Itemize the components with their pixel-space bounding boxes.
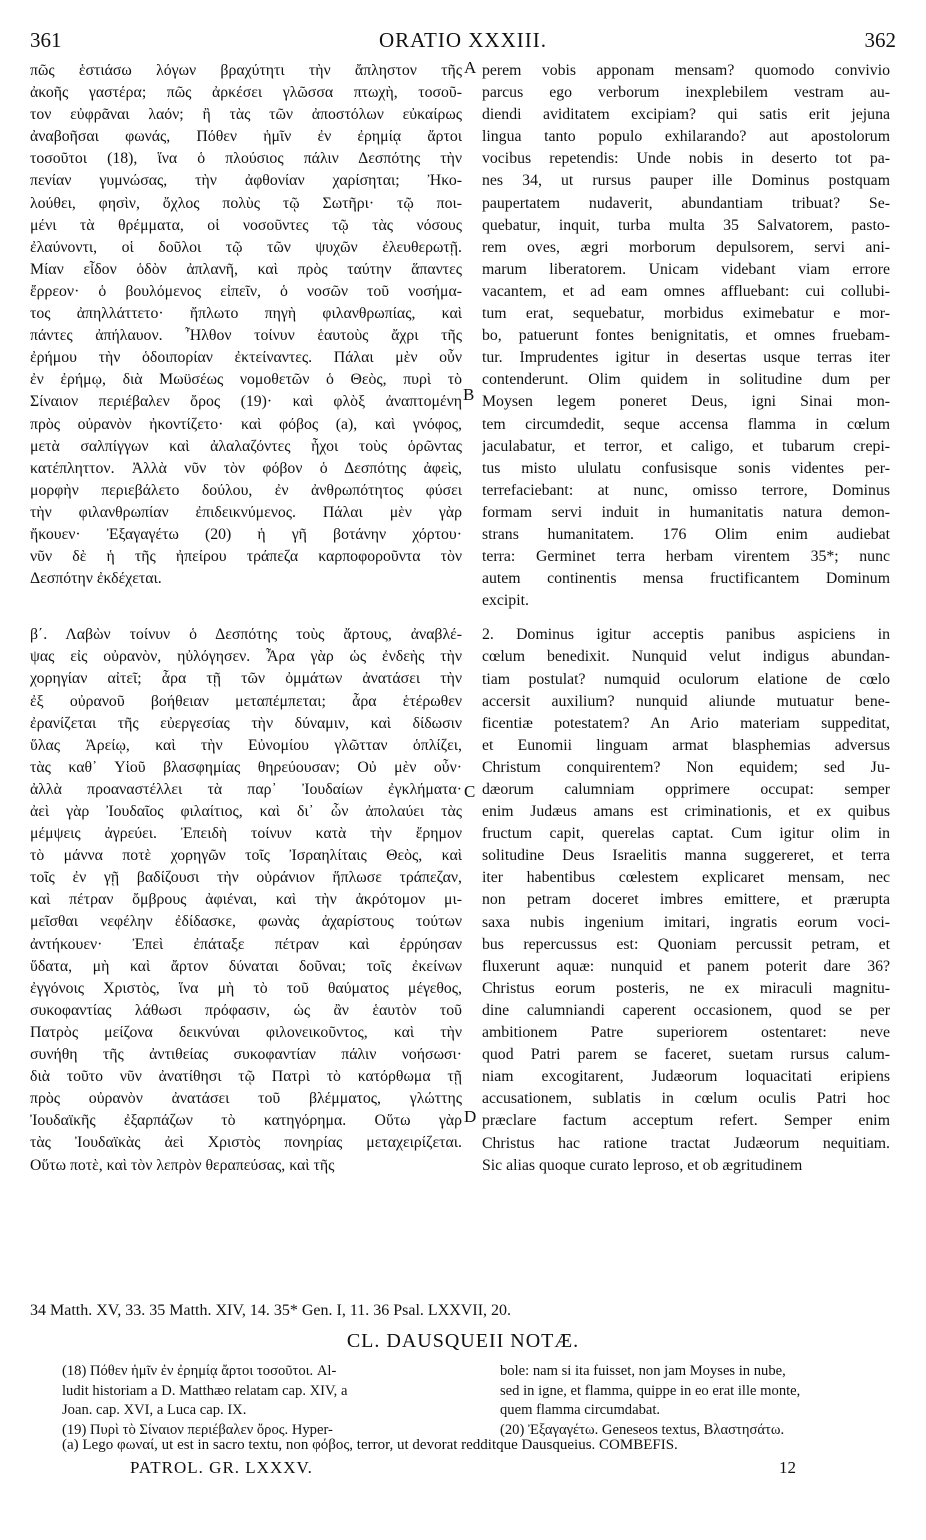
text-line: Christus eorum posteris, ne ex miraculi magnitu-: [482, 979, 890, 997]
text-line: præclare factum acceptum refert. Semper enim: [482, 1112, 890, 1130]
text-line: 2. Dominus igitur acceptis panibus aspiciens in: [482, 626, 890, 644]
text-line: μέμψεις ἀγρεύει. Ἐπειδὴ τοίνυν κατὰ τὴν ἔρημον: [30, 825, 462, 843]
page-number-left: 361: [30, 28, 62, 52]
text-line: et Eunomii linguam armat blasphemias adversus: [482, 736, 890, 754]
text-line: συκοφαντίας λάθωσι πρόφασιν, ὡς ἂν ἑαυτὸν τοῦ: [30, 1001, 462, 1019]
text-line: μορφὴν περιεβάλετο δούλου, ἐν ἀνθρωπότητος φύσει: [30, 481, 462, 499]
text-line: strans humanitatem. 176 Olim enim audiebat: [482, 525, 890, 543]
margin-letter-b: B: [463, 385, 475, 404]
text-line: ἐλαύνοντι, οἱ δοῦλοι τῷ τῶν ψυχῶν ἐλευθερωτῇ.: [30, 238, 462, 256]
text-line: ἀεὶ γὰρ Ἰουδαῖος φιλαίτιος, καὶ δι᾽ ὧν ἀπολαύει τὰς: [30, 803, 462, 820]
text-line: terra: Germinet terra herbam virentem 35*; nunc: [482, 548, 890, 566]
text-line: parcus ego verborum inexplebilem vestram au-: [482, 84, 890, 102]
text-line: excipit.: [482, 592, 529, 610]
greek-column: [30, 60, 462, 1177]
text-line: ficentiæ potestatem? An Ario materiam suppeditat,: [482, 714, 890, 732]
text-line: Moysen legem poneret Deus, igni Sinai mon-: [482, 393, 890, 411]
scripture-references: 34 Matth. XV, 33. 35 Matth. XIV, 14. 35* Gen. I, 11. 36 Psal. LXXVII, 20.: [30, 1302, 512, 1319]
text-line: ὕδατα, μὴ καὶ ἄρτον δύναται δοῦναι; τοῖς ἐκείνων: [30, 957, 462, 975]
notes-title: CL. DAUSQUEII NOTÆ.: [346, 1330, 580, 1352]
text-line: Δεσπότην ἐκδέχεται.: [30, 570, 162, 588]
text-line: β΄. Λαβὼν τοίνυν ὁ Δεσπότης τοὺς ἄρτους, ἀναβλέ-: [30, 626, 462, 644]
text-line: tum erat, sequebatur, morbidus eximebatur e mor-: [482, 305, 890, 323]
note-line: quem flamma circumdabat.: [500, 1402, 661, 1418]
text-line: λούθει, φησὶν, ὄχλος πολὺς τῷ Σωτῆρι· τῷ ποι-: [30, 194, 462, 212]
text-line: ἤκουεν· Ἐξαγαγέτω (20) ἡ γῆ βοτάνην χόρτου·: [30, 525, 462, 543]
text-line: διὰ τοῦτο νῦν ἀνατίθησι τῷ Πατρὶ τὸ κατόρθωμα τῇ: [30, 1068, 462, 1086]
text-line: τος ἀπηλλάττετο· ἤπλωτο πηγὴ φιλανθρωπίας, καὶ: [30, 305, 462, 323]
text-line: κατέπληττον. Ἀλλὰ νῦν τὸν φόβον ὁ Δεσπότης ἀφεὶς,: [30, 459, 462, 477]
text-line: cœlum benedixit. Nunquid velut indigus abundan-: [482, 648, 890, 666]
notes-left-column: [62, 1362, 457, 1440]
text-line: jaculabatur, et terror, et caligo, et tubarum crepi-: [482, 437, 890, 455]
text-line: χορηγίαν αἰτεῖ; ἆρα τῇ τῶν ὀμμάτων ἀνατάσει τὴν: [30, 670, 462, 688]
text-line: ἐρήμου τὴν ὁδοιπορίαν ἐκτείναντες. Πάλαι μὲν οὖν: [30, 349, 462, 367]
editor-note: (a) Lego φωναί, ut est in sacro textu, non φόβος, terror, ut devorat redditque Dausqueius. COMBEFIS.: [62, 1437, 678, 1453]
text-line: accersit auxilium? nunquid aliunde mutuatur bene-: [482, 692, 890, 710]
text-line: ἀκοῆς γαστέρα; πῶς ἀρκέσει γλῶσσα πτωχὴ, τοσοῦ-: [30, 84, 462, 102]
text-line: contenderunt. Olim quidem in solitudine dum per: [482, 371, 890, 389]
text-line: τοσοῦτοι (18), ἵνα ὁ πλούσιος πάλιν Δεσπότης τὴν: [30, 150, 462, 168]
text-line: quod Patri parem se faceret, suetam rursus calum-: [482, 1046, 890, 1064]
text-line: μεῖσθαι νεφέλην ἐδίδασκε, φωνὰς ἀχαρίστους τούτων: [30, 913, 462, 931]
text-line: accusationem, sublatis in cœlum oculis Patri hoc: [482, 1090, 890, 1108]
note-line: (20) Ἐξαγαγέτω. Geneseos textus, Βλαστησάτω.: [500, 1421, 785, 1438]
text-line: ἐγγόνοις Χριστὸς, ἵνα μὴ τὸ τοῦ θαύματος μέγεθος,: [30, 979, 462, 997]
text-line: vocibus repetendis: Unde nobis in deserto tot pa-: [482, 150, 890, 168]
text-line: tiam postulat? numquid oculorum elatione de cœlo: [482, 670, 890, 688]
text-line: iter habentibus cœlestem explicaret mensam, nec: [482, 869, 890, 887]
text-line: diendi aviditatem excipiam? qui satis erit jejuna: [482, 106, 890, 124]
text-line: πρὸς οὐρανὸν ἀνατάσει τοῦ βλέμματος, γλώττης: [30, 1090, 462, 1108]
text-line: paupertatem nudaverit, abundantiam tribuat? Se-: [482, 194, 890, 212]
text-line: τὰς Ἰουδαϊκὰς ἀεὶ Χριστὸς πονηρίας μεταχειρίζεται.: [30, 1134, 462, 1152]
note-line: ludit historiam a D. Matthæo relatam cap. XIV, a: [62, 1382, 348, 1399]
text-line: πῶς ἑστιάσω λόγων βραχύτητι τὴν ἄπληστον τῆς: [30, 62, 462, 79]
text-line: bo, patuerunt fontes benignitatis, et omnes fruebam-: [482, 327, 890, 345]
text-line: τὸ μάννα ποτὲ χορηγῶν τοῖς Ἰσραηλίταις Θεὸς, καὶ: [30, 847, 462, 865]
text-line: tem circumdedit, seque accensa flamma in cœlum: [482, 415, 890, 433]
text-line: tur. Imprudentes igitur in desertas usque terras iter: [482, 349, 890, 367]
text-line: solitudine Deus Israelitis manna suggereret, et terra: [482, 847, 890, 865]
text-line: quebatur, inquit, turba multa 35 Salvatorem, pasto-: [482, 216, 890, 234]
text-line: bus repercussus est: Quoniam percussit petram, et: [482, 935, 890, 953]
text-line: dæorum calumniam opprimere occupat: semper: [482, 781, 890, 798]
text-line: non petram doceret imbres emittere, et prærupta: [482, 891, 890, 909]
note-line: Joan. cap. XVI, a Luca cap. IX.: [62, 1402, 247, 1418]
text-line: formam servi induit in humanitatis natura demon-: [482, 503, 890, 521]
text-line: καὶ πέτραν ὄμβρους ἀφιέναι, καὶ τὴν ἀκρότομον μι-: [30, 891, 462, 909]
text-line: πρὸς οὐρανὸν ἠκοντίζετο· καὶ φόβος (a), καὶ γνόφος,: [30, 415, 462, 433]
text-line: ἀναβοῆσαι φωνάς, Πόθεν ἡμῖν ἐν ἐρημίᾳ ἄρτοι: [30, 128, 462, 146]
text-line: μένι τὰ θρέμματα, οἱ νοσοῦντες τῷ τὰς νόσους: [30, 216, 462, 234]
text-line: rem oves, ægri morborum depulsorem, servi ani-: [482, 238, 890, 256]
text-line: autem continentis mensa fructificantem Dominum: [482, 570, 890, 588]
text-line: enim Judæus amans est criminationis, et ex quibus: [482, 803, 890, 821]
text-line: Οὕτω ποτὲ, καὶ τὸν λεπρὸν θεραπεύσας, καὶ τῆς: [30, 1156, 335, 1174]
text-line: συνήθη τῆς ἀντιθείας συκοφαντίαν πάλιν νοήσωσι·: [30, 1046, 462, 1064]
text-line: ἔρρεον· ὁ βουλόμενος εἰπεῖν, ὁ νοσῶν τοῦ νοσήμα-: [30, 282, 462, 300]
text-line: Μίαν εἶδον ὁδὸν ἀπλανῆ, καὶ πρὸς ταύτην ἅπαντες: [30, 260, 462, 278]
note-line: (19) Πυρὶ τὸ Σίναιον περιέβαλεν ὄρος. Hyper-: [62, 1421, 333, 1438]
note-line: bole: nam si ita fuisset, non jam Moyses in nube,: [500, 1363, 786, 1379]
text-line: Πατρὸς μείζονα δεικνύναι φιλονεικοῦντος, καὶ τὴν: [30, 1023, 462, 1041]
text-line: marum liberatorem. Unicam videbant viam errore: [482, 260, 890, 278]
note-line: (18) Πόθεν ἡμῖν ἐν ἐρημίᾳ ἄρτοι τοσοῦτοι. Al-: [62, 1363, 337, 1379]
text-line: fructum capit, querelas captat. Cum igitur olim in: [482, 825, 890, 843]
text-line: πάντες ἀπήλαυον. Ἦλθον τοίνυν ἑαυτοὺς ἄχρι τῆς: [30, 327, 462, 345]
text-line: Christum conquirentem? Non equidem; sed Ju-: [482, 758, 890, 776]
text-line: τον εὐφρᾶναι λαόν; ἢ τὰς τῶν ἀποστόλων εὐκαίρως: [30, 106, 462, 124]
text-line: lingua tanto populo exhilarando? aut apostolorum: [482, 128, 890, 146]
text-line: ἀλλὰ προαναστέλλει τὰ παρ᾽ Ἰουδαίων ἐγκλήματα·: [30, 780, 462, 798]
text-line: perem vobis apponam mensam? quomodo convivio: [482, 62, 890, 79]
text-line: ἐν ἐρήμῳ, διὰ Μωϋσέως νομοθετῶν ὁ Θεὸς, πυρὶ τὸ: [30, 371, 462, 389]
text-line: dine calumniandi caperent occasionem, quod se per: [482, 1001, 890, 1019]
margin-letter-a: A: [464, 58, 477, 77]
text-line: Christus hac ratione tractat Judæorum nequitiam.: [482, 1134, 890, 1152]
text-line: tus misto ululatu confusisque sonis videntes per-: [482, 459, 890, 477]
text-line: Sic alias quoque curato leproso, et ob ægritudinem: [482, 1156, 803, 1174]
page-number-right: 362: [864, 28, 896, 52]
text-line: ἐρανίζεται τῆς εὐεργεσίας τὴν δύναμιν, καὶ δίδωσιν: [30, 714, 462, 732]
margin-letter-d: D: [464, 1107, 477, 1126]
text-line: ὕλας Ἀρείῳ, καὶ τὴν Εὐνομίου γλῶτταν ὁπλίζει,: [30, 736, 462, 754]
gathering-number: 12: [779, 1458, 796, 1477]
note-line: sed in igne, et flamma, quippe in eo erat ille monte,: [500, 1382, 801, 1399]
text-line: πενίαν γυμνώσας, τὴν ἀφθονίαν χαρίσηται; Ἠκο-: [30, 172, 462, 190]
text-line: ἀντήκουεν· Ἐπεὶ ἐπάταξε πέτραν καὶ ἐρρύησαν: [30, 935, 462, 953]
text-line: nes 34, ut rursus pauper ille Dominus postquam: [482, 172, 890, 190]
margin-letter-c: C: [464, 782, 476, 801]
page-footer: [130, 1458, 796, 1482]
text-line: νῦν δὲ ἡ τῆς ἠπείρου τράπεζα καρποφοροῦντα τὸν: [30, 548, 462, 566]
text-line: Σίναιον περιέβαλεν ὄρος (19)· καὶ φλὸξ ἀναπτομένη: [30, 393, 462, 411]
text-line: ambitionem Patre superiorem ostentaret: neve: [482, 1024, 890, 1042]
text-line: τὰς καθ᾽ Υἱοῦ βλασφημίας θηρεύουσαν; Οὐ μὲν οὖν·: [30, 758, 462, 776]
text-line: terrefaciebant: at nunc, omisso terrore, Dominus: [482, 481, 890, 499]
notes-right-column: [500, 1362, 892, 1440]
latin-column: [482, 60, 890, 1177]
text-line: τοῖς ἐν γῇ βαδίζουσι τὴν οὐράνιον ἥπλωσε τράπεζαν,: [30, 869, 462, 887]
text-line: ψας εἰς οὐρανὸν, ηὐλόγησεν. Ἆρα γὰρ ὡς ἐνδεὴς τὴν: [30, 648, 462, 666]
text-line: τὴν φιλανθρωπίαν ἐπιδεικνύμενος. Πάλαι μὲν γὰρ: [30, 503, 462, 521]
text-line: saxa nubis ingenium imitari, ingratis eorum voci-: [482, 913, 890, 931]
text-line: niam excogitarent, Judæorum loquacitati eripiens: [482, 1068, 890, 1086]
text-line: vacantem, et ad eam omnes affluebant: cui collubi-: [482, 282, 890, 300]
text-line: μετὰ σαλπίγγων καὶ ἀλαλαζόντες ἦχοι τοὺς ὁρῶντας: [30, 437, 462, 455]
text-line: ἐξ οὐρανοῦ βοήθειαν μεταπέμπεται; ἆρα ἑτέρωθεν: [30, 692, 462, 710]
text-line: Ἰουδαϊκῆς ἐξαρπάζων τὸ κατηγόρημα. Οὕτω γὰρ: [30, 1112, 462, 1130]
page-header: [30, 28, 896, 56]
signature-mark: PATROL. GR. LXXXV.: [130, 1458, 313, 1477]
text-line: fluxerunt aquæ: nunquid et panem poterit dare 36?: [482, 957, 890, 975]
running-title: ORATIO XXXIII.: [379, 28, 547, 52]
